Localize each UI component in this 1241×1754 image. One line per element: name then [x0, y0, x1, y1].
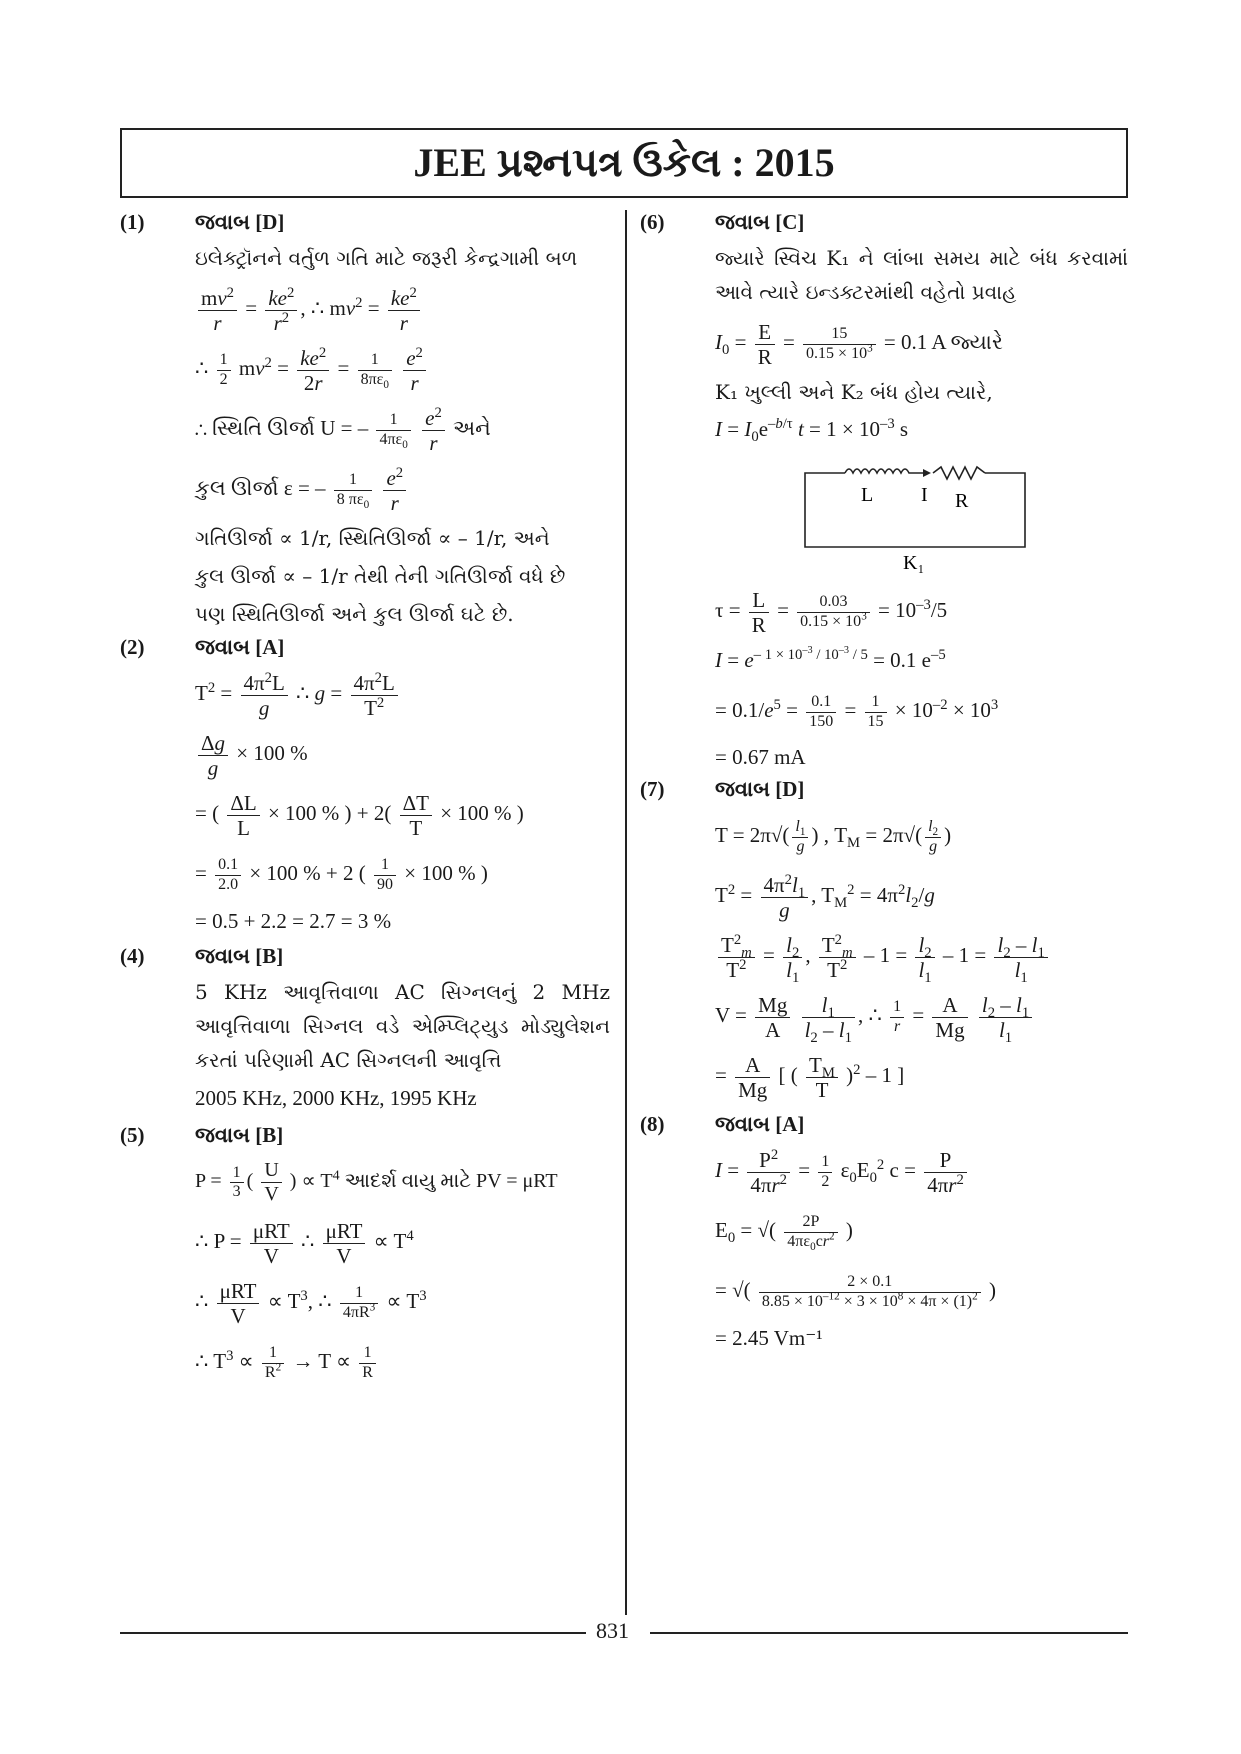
question-number: (4) [120, 944, 145, 968]
q6-condition: K₁ ખુલ્લી અને K₂ બંધ હોય ત્યારે, [715, 380, 993, 404]
q5-eq-4: ∴ $T^3$ ∝ $\frac{1}{R^2}$ → T ∝ $\frac{1}{R}$ [195, 1334, 610, 1388]
total-label: કુલ ઊર્જા ε = – [195, 476, 326, 500]
inductor-coil [845, 469, 923, 473]
q7-eq-final: = $\frac{A}{Mg}$ [ ( $\frac{T_M}{T}$ )$^2$ – 1 ] [715, 1052, 905, 1102]
q1-para-3: પણ સ્થિતિઊર્જા અને કુલ ઊર્જા ઘટે છે. [195, 602, 514, 626]
question-number: (1) [120, 210, 145, 234]
answer-label: જવાબ [D] [715, 777, 805, 801]
q4-frequencies: 2005 KHz, 2000 KHz, 1995 KHz [195, 1086, 477, 1110]
q1-eq-total: કુલ ઊર્જા ε = – $\frac{1}{8 \pi\varepsilon_0}$ $\frac{e^2}{r}$ [195, 461, 610, 515]
circuit-wire [805, 473, 1025, 547]
q6-eq-subst: = $0.1/e^5$ = $\frac{0.1}{150}$ = $\frac{1}{15}$ × $10^{-2} \times 10^3$ [715, 693, 999, 730]
answer-label: જવાબ [B] [195, 944, 284, 968]
lr-circuit-diagram [755, 463, 1128, 577]
footer-line-left [120, 1632, 586, 1634]
question-6 [640, 210, 1128, 771]
question-1 [120, 210, 610, 631]
answer-label: જવાબ [A] [715, 1112, 805, 1136]
q8-eq-intensity: I = $\frac{P^2}{4\pi r^2}$ = $\frac{1}{2}$ $\varepsilon_0E_0^2$ c = $\frac{P}{4\pi r^2}$ [715, 1143, 1128, 1197]
q1-eq-pe: ∴ સ્થિતિ ઊર્જા U = – $\frac{1}{4\pi\varepsilon_0}$ $\frac{e^2}{r}$ અને [195, 404, 491, 455]
q8-eq-result: = 2.45 Vm⁻¹ [715, 1326, 823, 1350]
page-title-box [120, 128, 1128, 198]
q5-eq-2: ∴ P = μRT V ∴ μRT V ∝ $T^4$ [195, 1218, 414, 1268]
q1-para-1: ગતિઊર્જા ∝ 1/r, સ્થિતિઊર્જા ∝ – 1/r, અને [195, 526, 550, 550]
column-divider [625, 210, 627, 1615]
question-number: (8) [640, 1112, 665, 1136]
q6-eq-tau: τ = $\frac{L}{R}$ = $\frac{0.03}{0.15 \times 10^3}$ = $10^{-3}/5$ [715, 587, 948, 637]
q6-eq-i0: $I_0$ = $\frac{E}{R}$ = $\frac{15}{0.15 \times 10^3}$ = 0.1 A જ્યારે [715, 319, 1003, 369]
q8-eq-e0: $E_0$ = √( $\frac{2P}{4\pi\varepsilon_0cr^2}$ ) [715, 1213, 853, 1253]
q2-eq-result: = 0.5 + 2.2 = 2.7 = 3 % [195, 909, 392, 933]
q1-eq-force: $\frac{mv^2}{r}$ = $\frac{ke^2}{r^2}$ , ∴ $mv^2$ = $\frac{ke^2}{r}$ [195, 281, 610, 335]
q5-eq-pressure: P = $\frac{1}{3}$ ( $\frac{U}{V}$ ) ∝ $T^4$ આદર્શ વાયુ માટે PV = μRT [195, 1158, 558, 1205]
q6-eq-result: = 0.67 mA [715, 745, 806, 769]
q6-text: જ્યારે સ્વિચ K₁ ને લાંબા સમય માટે બંધ કરવામાં આવે ત્યારે ઇન્ડક્ટરમાંથી વહેતો પ્રવાહ [715, 246, 1128, 304]
footer-line-right [650, 1632, 1128, 1634]
i0-tail: = 0.1 A જ્યારે [883, 330, 1003, 354]
question-number: (5) [120, 1123, 145, 1147]
page-title: JEE પ્રશ્નપત્ર ઉકેલ : 2015 [413, 140, 835, 185]
circuit-svg [755, 463, 1035, 573]
current-label: I [921, 484, 928, 506]
question-8 [640, 1112, 1128, 1353]
resistor-zigzag [933, 467, 985, 479]
question-2 [120, 635, 610, 936]
switch-label: K₁ [903, 552, 925, 573]
question-4 [120, 944, 610, 1115]
answer-label: જવાબ [D] [195, 210, 285, 234]
q8-eq-subst: = √( $\frac{2 \times 0.1}{8.85 \times 10^{-12} \times 3 \times 10^8 \times 4\pi \times (1)^2}$ ) [715, 1273, 996, 1310]
answer-label: જવાબ [C] [715, 210, 805, 234]
q6-eq-decay: $I = I_0e^{-b/\tau}$ $t = 1 \times 10^{-3}$ s [715, 416, 909, 446]
q4-text: 5 KHz આવૃત્તિવાળા AC સિગ્નલનું 2 MHz આવૃત્તિવાળા સિગ્નલ વડે એમ્પ્લિટ્યુડ મોડ્યુલેશન કરતાં પરિણામી AC સિગ્નલની આવૃત્તિ [195, 980, 610, 1072]
left-column [120, 210, 610, 1394]
question-number: (2) [120, 635, 145, 659]
right-column [640, 210, 1128, 1359]
page-number: 831 [596, 1618, 629, 1643]
q6-eq-i: $I = e^{- 1 \times 10^{-3} / 10^{-3} / 5} = 0.1$ $e^{-5}$ [715, 645, 946, 672]
ideal-gas-text: આદર્શ વાયુ માટે PV = μRT [344, 1170, 558, 1192]
q2-eq-error: $\frac{\Delta g}{g}$ × 100 % [195, 726, 610, 780]
question-number: (6) [640, 210, 665, 234]
q2-eq-period: $T^2$ = $\frac{4\pi^2L}{g}$ ∴ g = $\frac{4\pi^2L}{T^2}$ [195, 666, 610, 720]
current-arrow-icon [923, 469, 931, 477]
question-5 [120, 1123, 610, 1388]
pe-label: ∴ સ્થિતિ ઊર્જા U = – [195, 416, 369, 440]
question-number: (7) [640, 777, 665, 801]
resistor-label: R [955, 490, 969, 512]
q7-eq-volume: V = $\frac{Mg}{A}$ $\frac{l_1}{l_2 - l_1}$ , ∴ $\frac{1}{r}$ = $\frac{A}{Mg}$ $\frac{l_2 - l_1}{l_1}$ [715, 988, 1128, 1042]
q2-eq-sum: = ( $\frac{\Delta L}{L}$ × 100 % ) + 2( $\frac{\Delta T}{T}$ × 100 % ) [195, 790, 524, 840]
question-7 [640, 777, 1128, 1102]
answer-label: જવાબ [B] [195, 1123, 284, 1147]
q7-eq-period: T = 2π√( $\frac{l_1}{g}$ ) , $T_M = 2\pi√$( $\frac{l_2}{g}$ ) [715, 818, 952, 855]
inductor-label: L [861, 484, 874, 506]
q1-eq-ke: ∴ $\frac{1}{2}$ $mv^2$ = $\frac{ke^2}{2r}$ = $\frac{1}{8\pi\varepsilon_0}$ $\frac{e^2}{r}$ [195, 341, 610, 395]
q7-eq-ratio: $\frac{T^2_m}{T^2}$ = $\frac{l_2}{l_1}$ , $\frac{T^2_m}{T^2}$ – 1 = $\frac{l_2}{l_1}$ – 1 = $\frac{l_2 - l_1}{l_1}$ [715, 928, 1128, 982]
q1-intro: ઇલેક્ટ્રૉનને વર્તુળ ગતિ માટે જરૂરી કેન્દ્રગામી બળ [195, 246, 578, 270]
q7-eq-square: $T^2$ = $\frac{4\pi^2l_1}{g}$ , $T_M^2 = 4\pi^2l_2/g$ [715, 871, 935, 922]
percent-text: × 100 % [236, 741, 308, 765]
answer-label: જવાબ [A] [195, 635, 285, 659]
q2-eq-subst: = $\frac{0.1}{2.0}$ × 100 % + 2 ( $\frac{1}{90}$ × 100 % ) [195, 856, 488, 893]
q5-eq-3: ∴ μRT V ∝ $T^3$, ∴ $\frac{1}{4\pi R^3}$ ∝ $T^3$ [195, 1278, 427, 1328]
and-text: અને [453, 416, 491, 440]
q1-para-2: કુલ ઊર્જા ∝ – 1/r તેથી તેની ગતિઊર્જા વધે છે [195, 564, 566, 588]
